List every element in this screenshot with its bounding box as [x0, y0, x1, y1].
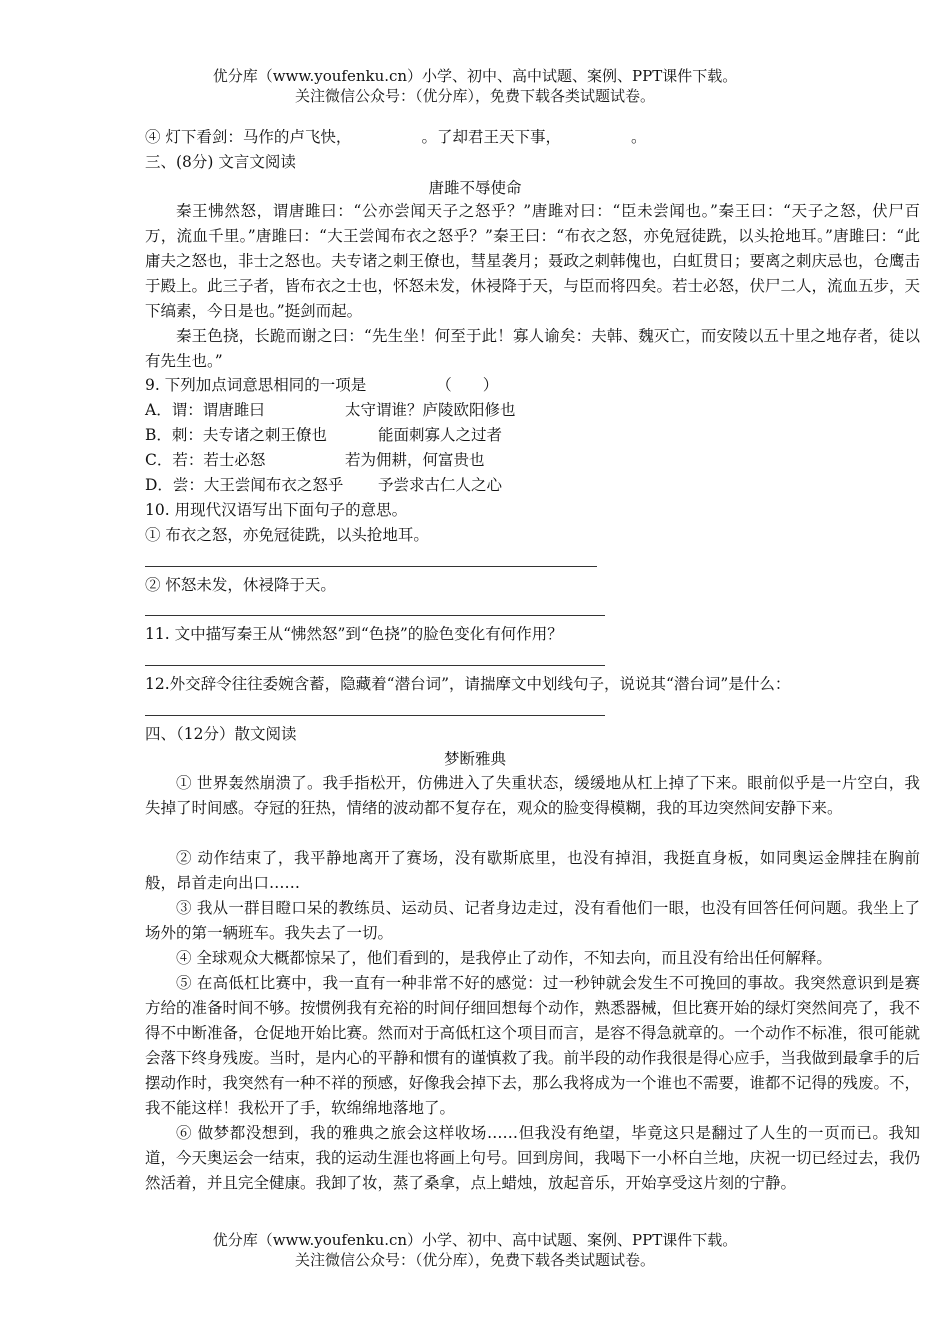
answer-parentheses: （ ）: [436, 376, 499, 394]
answer-line: [145, 665, 605, 666]
page-header-line2: 关注微信公众号：（优分库），免费下载各类试题试卷。: [294, 87, 655, 105]
essay-paragraph-3: ③ 我从一群目瞪口呆的教练员、运动员、记者身边走过，没有看他们一眼，也没有回答任何问题。我坐上了场外的第一辆班车。我失去了一切。: [145, 899, 920, 942]
question-11: 11. 文中描写秦王从“怫然怒”到“色挠”的脸色变化有何作用？: [145, 625, 563, 643]
essay-paragraph-6: ⑥ 做梦都没想到，我的雅典之旅会这样收场……但我没有绝望，毕竟这只是翻过了人生的一页而已。我知道，今天奥运会一结束，我的运动生涯也将画上句号。回到房间，我喝下一小杯白兰地，庆祝一切已经过去，我仍然活着，并且完全健康。我卸了妆，蒸了桑拿，点上蜡烛，放起音乐，开始享受这片刻的宁静。: [145, 1124, 921, 1192]
essay-paragraph-4: ④ 全球观众大概都惊呆了，他们看到的，是我停止了动作，不知去向，而且没有给出任何解释。: [176, 949, 832, 967]
option-d-left: D．尝：大王尝闻布衣之怒乎: [145, 476, 344, 494]
q9-option-b: [145, 423, 503, 447]
section3-heading: 三、(8分) 文言文阅读: [145, 153, 296, 171]
poem-part3: 。: [630, 128, 647, 146]
poem-fill-item: [145, 125, 646, 149]
option-c-left: C．若：若士必怒: [145, 451, 266, 469]
section4-heading: 四、（12分）散文阅读: [145, 725, 297, 743]
question-10: 10. 用现代汉语写出下面句子的意思。: [145, 501, 408, 519]
classical-paragraph-2: 秦王色挠，长跪而谢之曰：“先生坐！何至于此！寡人谕矣：夫韩、魏灭亡，而安陵以五十里之地存者，徒以有先生也。”: [145, 327, 920, 370]
q9-option-d: [145, 473, 503, 497]
option-a-left: A．谓：谓唐雎曰: [145, 401, 265, 419]
option-d-right: 予尝求古仁人之心: [378, 476, 503, 494]
answer-line: [145, 615, 605, 616]
essay-paragraph-2: ② 动作结束了，我平静地离开了赛场，没有歇斯底里，也没有掉泪，我挺直身板，如同奥运金牌挂在胸前般，昂首走向出口……: [145, 849, 920, 892]
section4-title: 梦断雅典: [443, 750, 506, 768]
page-footer-line1: 优分库（www.youfenku.cn）小学、初中、高中试题、案例、PPT课件下载。: [212, 1231, 738, 1249]
poem-part2: 。了却君王天下事，: [421, 128, 561, 146]
option-c-right: 若为佣耕，何富贵也: [345, 451, 485, 469]
option-b-left: B．刺：夫专诸之刺王僚也: [145, 426, 327, 444]
essay-paragraph-5: ⑤ 在高低杠比赛中，我一直有一种非常不好的感觉：过一秒钟就会发生不可挽回的事故。我突然意识到是赛方给的准备时间不够。按惯例我有充裕的时间仔细回想每个动作，熟悉器械，但比赛开始的绿灯突然间亮了，我不得不中断准备，仓促地开始比赛。然而对于高低杠这个项目而言，是容不得急就章的。一个动作不标准，很可能就会落下终身残废。当时，是内心的平静和惯有的谨慎救了我。前半段的动作我很是得心应手，当我做到最拿手的后摆动作时，我突然有一种不祥的预感，好像我会掉下去，那么我将成为一个谁也不需要，谁都不记得的残废。不，我不能这样！我松开了手，软绵绵地落地了。: [145, 974, 921, 1117]
question-9-stem: 9. 下列加点词意思相同的一项是: [145, 376, 367, 394]
q9-option-c: [145, 448, 485, 472]
question-10-item1: ① 布衣之怒，亦免冠徒跣，以头抢地耳。: [145, 526, 429, 544]
classical-paragraph-1: 秦王怫然怒，谓唐雎曰：“公亦尝闻天子之怒乎？”唐雎对曰：“臣未尝闻也。”秦王曰：“天子之怒，伏尸百万，流血千里。”唐雎曰：“大王尝闻布衣之怒乎？”秦王曰：“布衣之怒，亦免冠徒跣，以头抢地耳。”唐雎曰：“此庸夫之怒也，非士之怒也。夫专诸之刺王僚也，彗星袭月；聂政之刺韩傀也，白虹贯日；要离之刺庆忌也，仓鹰击于殿上。此三子者，皆布衣之士也，怀怒未发，休祲降于天，与臣而将四矣。若士必怒，伏尸二人，流血五步，天下缟素，今日是也。”挺剑而起。: [145, 202, 921, 320]
q9-option-a: [145, 398, 516, 422]
section3-title: 唐雎不辱使命: [428, 179, 522, 197]
option-b-right: 能面刺寡人之过者: [378, 426, 503, 444]
option-a-right: 太守谓谁？庐陵欧阳修也: [345, 401, 516, 419]
page-footer-line2: 关注微信公众号：（优分库），免费下载各类试题试卷。: [294, 1251, 655, 1269]
poem-part1: ④ 灯下看剑：马作的卢飞快，: [145, 128, 352, 146]
answer-line: [145, 715, 605, 716]
question-9: [145, 373, 498, 397]
essay-paragraph-1: ① 世界轰然崩溃了。我手指松开，仿佛进入了失重状态，缓缓地从杠上掉了下来。眼前似乎是一片空白，我失掉了时间感。夺冠的狂热，情绪的波动都不复存在，观众的脸变得模糊，我的耳边突然间安静下来。: [145, 774, 920, 817]
question-12: 12.外交辞令往往委婉含蓄，隐藏着“潜台词”，请揣摩文中划线句子，说说其“潜台词”是什么：: [145, 675, 791, 693]
page-header-line1: 优分库（www.youfenku.cn）小学、初中、高中试题、案例、PPT课件下载。: [212, 67, 738, 85]
answer-line: [145, 566, 597, 567]
question-10-item2: ② 怀怒未发，休祲降于天。: [145, 576, 336, 594]
